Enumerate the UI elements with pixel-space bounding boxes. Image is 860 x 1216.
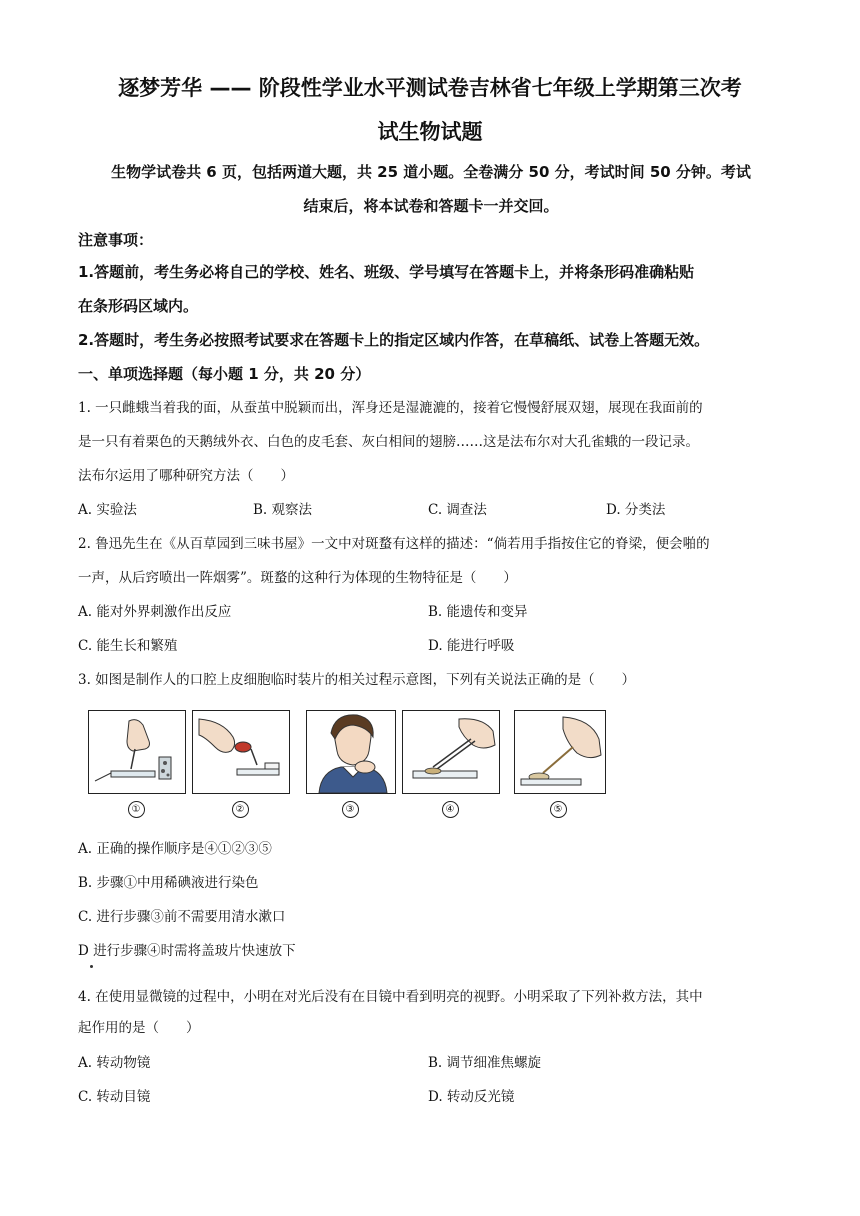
q3-option-c: C. 进行步骤③前不需要用清水漱口 xyxy=(78,909,286,925)
notice-heading: 注意事项： xyxy=(78,231,154,249)
q1-option-a: A. 实验法 xyxy=(78,502,137,518)
exam-title-line-1: 逐梦芳华 —— 阶段性学业水平测试卷吉林省七年级上学期第三次考 xyxy=(118,76,742,100)
q4-option-a: A. 转动物镜 xyxy=(78,1055,151,1071)
q4-option-b: B. 调节细准焦螺旋 xyxy=(428,1055,542,1071)
intro-line-1: 生物学试卷共 6 页，包括两道大题，共 25 道小题。全卷满分 50 分，考试时间 50 分钟。考试 xyxy=(111,163,751,181)
notice-2: 2.答题时，考生务必按照考试要求在答题卡上的指定区域内作答，在草稿纸、试卷上答题无效。 xyxy=(78,331,710,349)
figure-label-4: ④ xyxy=(402,800,498,818)
figure-label-2: ② xyxy=(192,800,288,818)
q2-option-a: A. 能对外界刺激作出反应 xyxy=(78,604,232,620)
q1-line-3: 法布尔运用了哪种研究方法（ ） xyxy=(78,468,294,484)
q3-option-b: B. 步骤①中用稀碘液进行染色 xyxy=(78,875,259,891)
q1-line-1: 1. 一只雌蛾当着我的面，从蚕茧中脱颖而出，浑身还是湿漉漉的，接着它慢慢舒展双翅，展现在我面前的 xyxy=(78,400,703,416)
q1-option-b: B. 观察法 xyxy=(253,502,313,518)
step-5-illustration xyxy=(514,710,606,794)
q1-line-2: 是一只有着栗色的天鹅绒外衣、白色的皮毛套、灰白相间的翅膀……这是法布尔对大孔雀蛾的一段记录。 xyxy=(78,434,699,450)
q2-line-2: 一声，从后窍喷出一阵烟雾”。斑蝥的这种行为体现的生物特征是（ ） xyxy=(78,570,517,586)
q2-option-c: C. 能生长和繁殖 xyxy=(78,638,178,654)
q2-line-1: 2. 鲁迅先生在《从百草园到三味书屋》一文中对斑蝥有这样的描述：“倘若用手指按住它的脊梁，便会啪的 xyxy=(78,536,710,552)
q4-option-c: C. 转动目镜 xyxy=(78,1089,151,1105)
q1-option-d: D. 分类法 xyxy=(606,502,666,518)
slide-prep-figure xyxy=(88,710,608,820)
q2-option-b: B. 能遗传和变异 xyxy=(428,604,528,620)
q3-option-d: D 进行步骤④时需将盖玻片快速放下 xyxy=(78,943,296,959)
q1-option-c: C. 调查法 xyxy=(428,502,487,518)
q3-option-a: A. 正确的操作顺序是④①②③⑤ xyxy=(78,841,272,857)
section-heading: 一、单项选择题（每小题 1 分，共 20 分） xyxy=(78,365,371,383)
q2-option-d: D. 能进行呼吸 xyxy=(428,638,515,654)
exam-title-line-2: 试生物试题 xyxy=(377,120,483,144)
notice-1-line-1: 1.答题前，考生务必将自己的学校、姓名、班级、学号填写在答题卡上，并将条形码准确粘贴 xyxy=(78,263,695,281)
q3-line-1: 3. 如图是制作人的口腔上皮细胞临时装片的相关过程示意图，下列有关说法正确的是（ ） xyxy=(78,672,636,688)
figure-label-5: ⑤ xyxy=(510,800,606,818)
q4-option-d: D. 转动反光镜 xyxy=(428,1089,515,1105)
step-4-illustration xyxy=(402,710,500,794)
figure-label-3: ③ xyxy=(302,800,398,818)
q4-line-1: 4. 在使用显微镜的过程中，小明在对光后没有在目镜中看到明亮的视野。小明采取了下列补救方法，其中 xyxy=(78,989,703,1005)
step-1-illustration xyxy=(88,710,186,794)
q4-line-2: 起作用的是（ ） xyxy=(78,1020,200,1036)
figure-label-1: ① xyxy=(88,800,184,818)
step-3-illustration xyxy=(306,710,396,794)
stray-dot xyxy=(90,965,93,968)
step-2-illustration xyxy=(192,710,290,794)
notice-1-line-2: 在条形码区域内。 xyxy=(78,297,199,315)
intro-line-2: 结束后，将本试卷和答题卡一并交回。 xyxy=(303,197,559,215)
